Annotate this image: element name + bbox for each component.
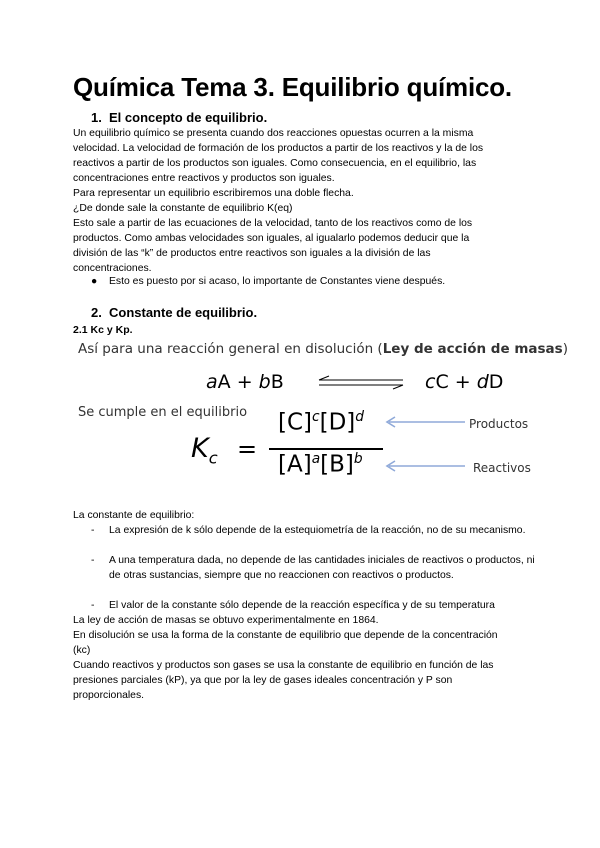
mass-action-figure [73, 337, 568, 507]
figure-intro-bold: Ley de acción de masas [382, 341, 563, 357]
products-label: Productos [469, 417, 529, 431]
text-line: (kc) [73, 645, 91, 656]
concentration-c: [C] [278, 409, 313, 436]
denominator [278, 451, 363, 478]
equilibrium-arrow-icon [317, 375, 407, 391]
species-a: A [217, 371, 231, 393]
reaction-reactants [206, 371, 284, 393]
coef-c: c [425, 371, 436, 393]
species-b: B [270, 371, 284, 393]
dash-item-text: El valor de la constante sólo depende de la reacción específica y de su temperatura [109, 600, 495, 611]
text-line: ¿De donde sale la constante de equilibrio K(eq) [73, 203, 293, 214]
fraction-bar [269, 448, 383, 450]
concentration-b: [B] [320, 451, 354, 478]
text-line: concentraciones entre reactivos y productos son iguales. [73, 173, 335, 184]
exponent-c: c [312, 409, 320, 425]
constant-intro: La constante de equilibrio: [73, 510, 195, 521]
section-2-heading [91, 305, 257, 320]
bullet-dot-icon: ● [91, 276, 98, 287]
text-line: presiones parciales (kP), ya que por la ley de gases ideales concentración y P son [73, 675, 453, 686]
species-d: D [488, 371, 504, 393]
section-1-number: 1. [91, 110, 102, 125]
dash-mark: - [91, 525, 95, 536]
k-symbol [191, 433, 218, 467]
section-2-heading-text: Constante de equilibrio. [109, 305, 258, 320]
section-1-heading-text: El concepto de equilibrio. [109, 110, 268, 125]
k-letter: K [191, 433, 209, 464]
page-title: Química Tema 3. Equilibrio químico. [73, 72, 512, 102]
coef-b: b [258, 371, 271, 393]
numerator [278, 409, 364, 436]
dash-mark: - [91, 600, 95, 611]
dash-item [91, 553, 541, 598]
section-2-number: 2. [91, 305, 102, 320]
text-line: Un equilibrio químico se presenta cuando dos reacciones opuestas ocurren a la misma [73, 128, 474, 139]
reaction-products [425, 371, 503, 393]
species-c: C [435, 371, 449, 393]
text-line: La ley de acción de masas se obtuvo experimentalmente en 1864. [73, 615, 379, 626]
section-1-heading [91, 110, 267, 125]
dash-item [91, 523, 541, 553]
dash-item [91, 598, 541, 613]
figure-intro-prefix: Así para una reacción general en disolución ( [78, 341, 383, 357]
exponent-b: b [353, 451, 363, 467]
text-line: Esto sale a partir de las ecuaciones de la velocidad, tanto de los reactivos como de los [73, 218, 473, 229]
reactants-label: Reactivos [473, 461, 531, 475]
coef-d: d [476, 371, 489, 393]
text-line: división de las “k” de productos entre reactivos son iguales a la división de las [73, 248, 431, 259]
text-line: productos. Como ambas velocidades son iguales, al igualarlo podemos deducir que la [73, 233, 470, 244]
reactants-arrow-icon [383, 459, 467, 473]
dash-item-text: La expresión de k sólo depende de la estequiometría de la reacción, no de su mecanismo. [109, 525, 526, 536]
coef-a: a [206, 371, 218, 393]
exponent-d: d [355, 409, 365, 425]
text-line: Para representar un equilibrio escribiremos una doble flecha. [73, 188, 354, 199]
concentration-a: [A] [278, 451, 312, 478]
section-1-body [73, 126, 529, 276]
bullet-text: Esto es puesto por si acaso, lo importante de Constantes viene después. [109, 276, 446, 287]
equals-sign: = [237, 435, 258, 463]
plus-sign: + [448, 371, 477, 393]
figure-intro [78, 341, 568, 357]
subsection-heading: 2.1 Kc y Kp. [73, 324, 133, 336]
figure-intro-suffix: ) [562, 341, 568, 357]
plus-sign: + [230, 371, 259, 393]
k-subscript: c [208, 448, 218, 468]
concentration-d: [D] [319, 409, 356, 436]
equilibrium-label: Se cumple en el equilibrio [78, 405, 248, 420]
text-line: reactivos a partir de los productos son iguales. Como consecuencia, en el equilibrio, las [73, 158, 477, 169]
constant-notes [73, 613, 529, 703]
dash-mark: - [91, 555, 95, 566]
text-line: proporcionales. [73, 690, 145, 701]
dash-item-text: A una temperatura dada, no depende de las cantidades iniciales de reactivos o productos, ni de otras sustancias, siempre que no reaccionen con reactivos o productos. [109, 555, 535, 581]
products-arrow-icon [383, 415, 467, 429]
exponent-a: a [311, 451, 321, 467]
text-line: En disolución se usa la forma de la constante de equilibrio que depende de la concentración [73, 630, 498, 641]
text-line: concentraciones. [73, 263, 152, 274]
text-line: Cuando reactivos y productos son gases se usa la constante de equilibrio en función de las [73, 660, 494, 671]
text-line: velocidad. La velocidad de formación de los productos a partir de los reactivos y la de los [73, 143, 484, 154]
